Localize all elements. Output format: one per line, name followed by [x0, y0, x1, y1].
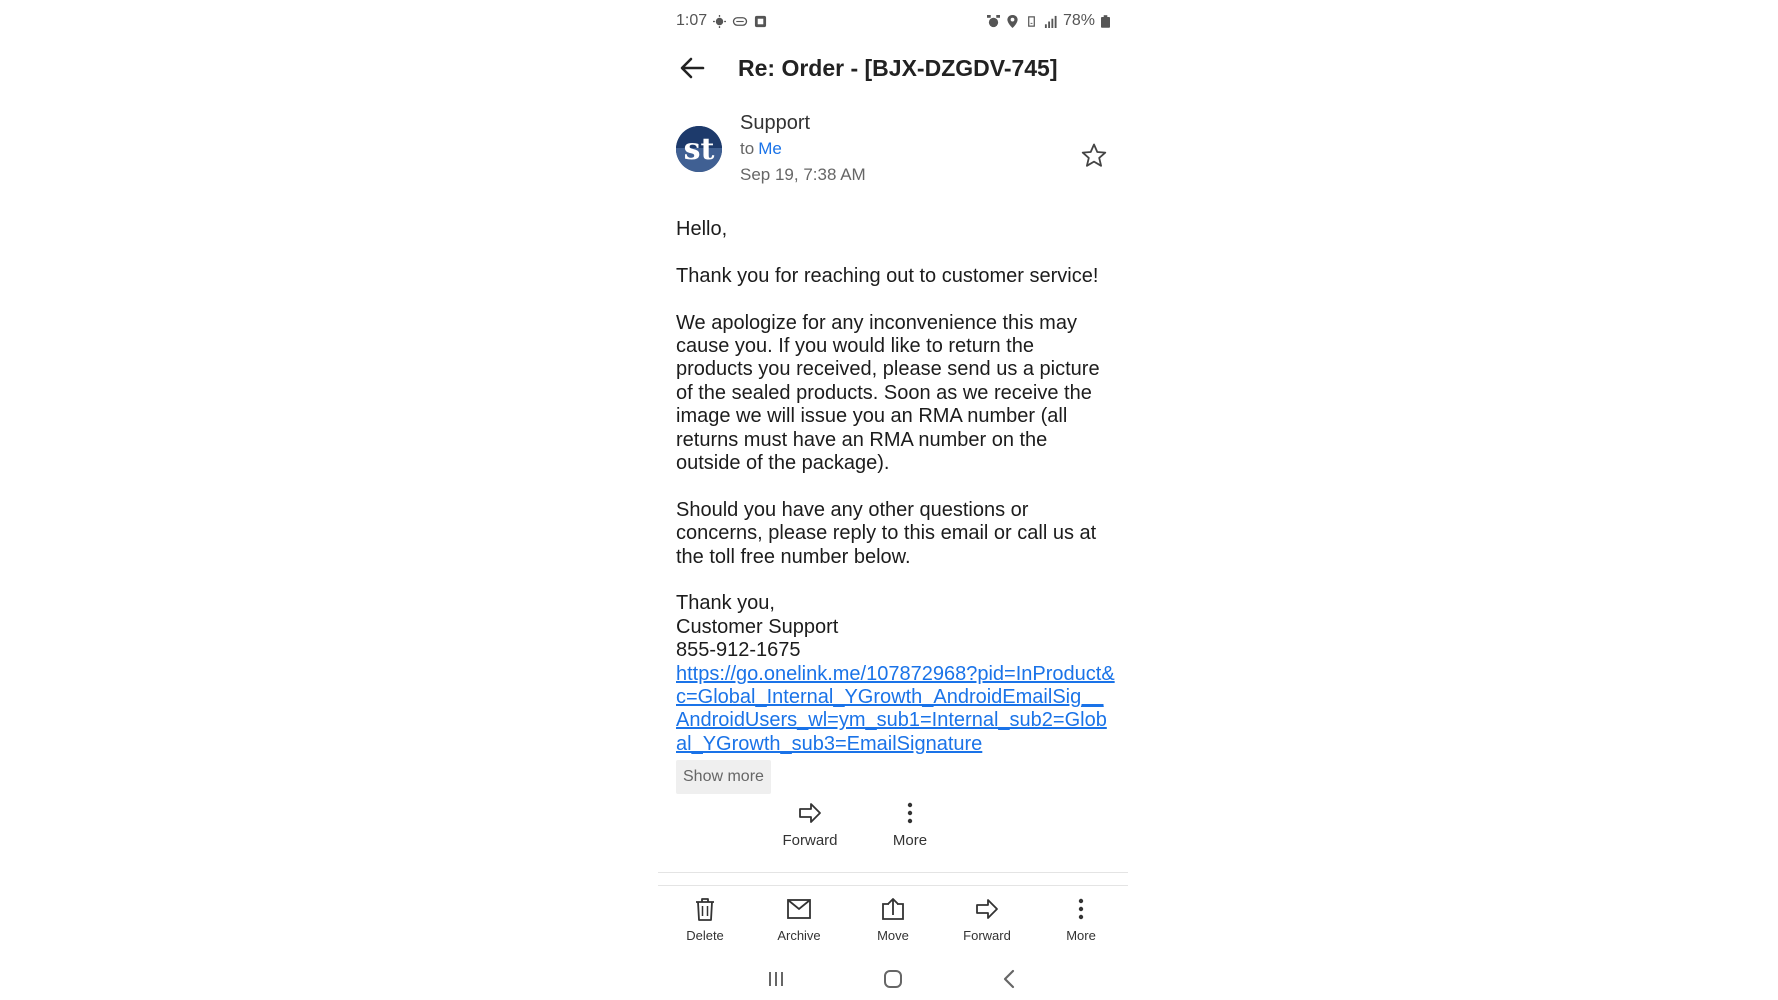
back-arrow-icon[interactable]	[676, 52, 708, 84]
toolbar-forward-button[interactable]	[947, 892, 1027, 952]
more-vertical-icon	[897, 800, 923, 826]
signature-phone[interactable]: 855-912-1675	[676, 639, 801, 662]
move-label: Move	[877, 928, 909, 943]
inline-forward-label: Forward	[782, 832, 838, 849]
avatar-logo-icon	[676, 126, 722, 172]
phone-screen	[658, 0, 1128, 1000]
email-subject: Re: Order - [BJX-DZGDV-745]	[738, 54, 1058, 81]
body-greeting: Hello,	[676, 218, 728, 240]
toolbar-more-label: More	[1066, 928, 1096, 943]
delete-button[interactable]	[665, 892, 745, 952]
archive-button[interactable]	[759, 892, 839, 952]
body-paragraph-1: Thank you for reaching out to customer service!	[676, 264, 1099, 287]
divider-top	[658, 872, 1128, 873]
forward-icon	[974, 896, 1000, 922]
toolbar-more-button[interactable]	[1041, 892, 1121, 952]
signature-link[interactable]: https://go.onelink.me/107872968?pid=InProduct&c=Global_Internal_YGrowth_AndroidEmailSig__AndroidUsers_wl=ym_sub1=Internal_sub2=Global_YGrowth_sub3=EmailSignature	[676, 662, 1115, 755]
inline-more-button[interactable]	[870, 800, 950, 850]
screenshot-icon	[754, 15, 767, 28]
status-right	[987, 12, 1110, 30]
toolbar-forward-label: Forward	[963, 928, 1011, 943]
body-paragraph-3: Should you have any other questions or concerns, please reply to this email or call us at the toll free number below.	[676, 498, 1097, 568]
wifi-calling-icon	[1025, 15, 1038, 28]
body-signoff: Thank you,	[676, 592, 775, 615]
sender-info	[740, 110, 866, 188]
status-bar	[676, 10, 1110, 32]
trash-icon	[692, 896, 718, 922]
app-notification-icon	[732, 15, 748, 28]
archive-icon	[786, 896, 812, 922]
weather-sun-icon	[713, 15, 726, 28]
home-icon[interactable]	[879, 967, 907, 991]
email-header	[676, 48, 1110, 88]
battery-percent: 78%	[1062, 12, 1095, 29]
status-left	[676, 12, 767, 30]
battery-icon	[1101, 15, 1110, 28]
divider-toolbar	[658, 885, 1128, 886]
delete-label: Delete	[686, 928, 724, 943]
move-folder-icon	[880, 896, 906, 922]
signature-name: Customer Support	[676, 615, 839, 638]
archive-label: Archive	[777, 928, 821, 943]
email-body	[676, 218, 1116, 794]
avatar-text: st	[683, 132, 715, 167]
status-time: 1:07	[676, 12, 708, 29]
sent-date: Sep 19, 7:38 AM	[740, 165, 866, 184]
recipient-line	[740, 136, 866, 162]
avatar[interactable]	[676, 126, 722, 172]
forward-icon	[797, 800, 823, 826]
sender-name[interactable]: Support	[740, 112, 811, 134]
location-icon	[1006, 15, 1019, 28]
sender-block	[676, 110, 1110, 190]
system-nav-bar	[658, 964, 1128, 994]
more-vertical-icon	[1068, 896, 1094, 922]
recipient-me-link[interactable]: Me	[758, 139, 782, 158]
inline-more-label: More	[892, 832, 928, 849]
back-nav-icon[interactable]	[996, 967, 1024, 991]
show-more-button[interactable]: Show more	[676, 760, 771, 793]
bottom-toolbar	[658, 892, 1128, 952]
move-button[interactable]	[853, 892, 933, 952]
body-paragraph-2: We apologize for any inconvenience this may cause you. If you would like to return the products you received, please send us a picture of the sealed products. Soon as we receive the image we will issue you an RMA number (all returns must have an RMA number on the outside of the package).	[676, 311, 1100, 475]
inline-forward-button[interactable]	[770, 800, 850, 850]
star-icon[interactable]	[1080, 142, 1108, 170]
alarm-icon	[987, 15, 1000, 28]
inline-actions	[658, 800, 1128, 870]
signal-icon	[1044, 15, 1057, 28]
recipient-prefix: to	[740, 139, 755, 158]
recent-apps-icon[interactable]	[762, 967, 790, 991]
